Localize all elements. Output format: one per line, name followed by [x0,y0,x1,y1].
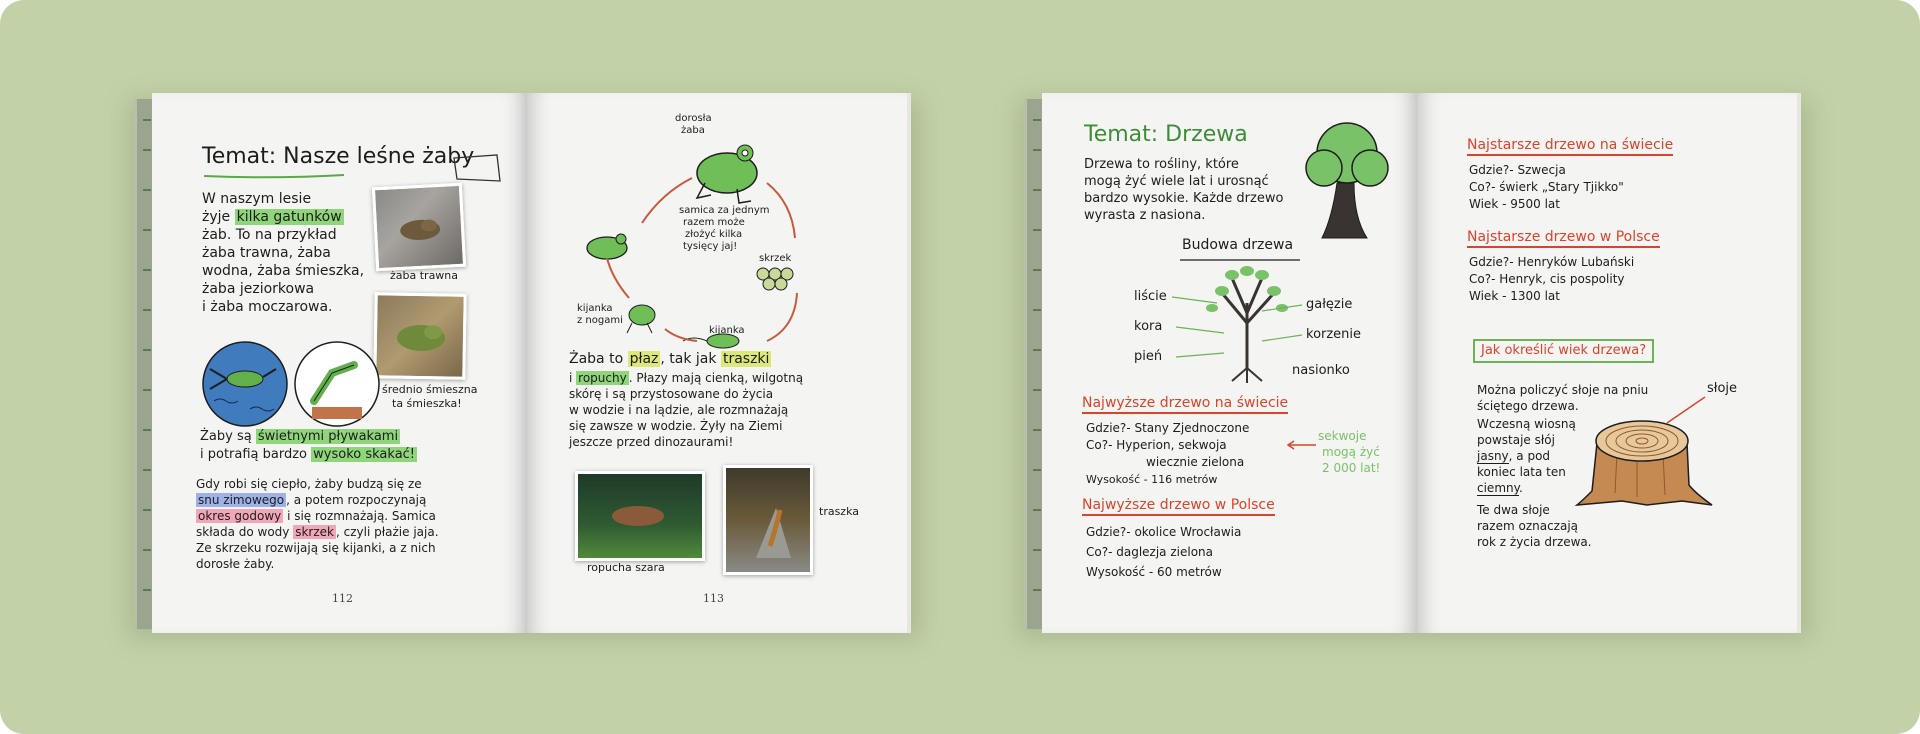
tree-icon [1302,113,1392,243]
label-leaves: liście [1134,289,1167,304]
oldest-poland-where: Gdzie?- Henryków Lubański [1469,255,1635,269]
swimming-frog-illustration [200,339,290,429]
photo-2-caption-2: ta śmieszka! [392,397,462,410]
rings-text-10: rok z życia drzewa. [1477,535,1592,549]
spring-line-3: okres godowy i się rozmnażają. Samica [198,509,436,523]
female-note-3: złożyć kilka [685,229,743,240]
tree-stump-illustration [1577,393,1717,513]
rings-text-1: Można policzyć słoje na pniu [1477,383,1649,397]
tadpole-legs-label-2: z nogami [577,315,623,326]
newt-caption: traszka [819,505,859,518]
intro-line-5: wodna, żaba śmieszka, [202,263,365,279]
sequoia-note-2: mogą żyć [1322,445,1380,459]
intro-line-7: i żaba moczarowa. [202,299,333,315]
frog-photo-subject [394,213,446,246]
spawn-eggs-icon [757,268,793,290]
swim-line-2: i potrafią bardzo wysoko skakać! [200,447,416,462]
amphibian-line-6: jeszcze przed dinozaurami! [569,435,734,449]
swim-line-1: Żaby są świetnymi pływakami [200,429,399,444]
page-number-112: 112 [332,592,353,605]
rings-text-4: powstaje słój [1477,433,1555,447]
rings-text-6: koniec lata ten [1477,465,1566,479]
cycle-adult-label-2: żaba [681,125,705,136]
spring-line-6: dorosłe żaby. [196,557,275,571]
spring-line-4: składa do wody skrzek , czyli płażie jaja. [196,525,439,539]
tallest-poland-what: Co?- daglezja zielona [1086,545,1213,559]
intro-line-3: żab. To na przykład [202,227,337,243]
book-frogs [134,93,914,633]
newt-photo-subject [746,498,796,568]
rings-label: słoje [1707,381,1738,396]
tallest-world-where: Gdzie?- Stany Zjednoczone [1086,421,1250,435]
rings-text-5: jasny, a pod [1477,449,1551,463]
label-branches: gałęzie [1306,297,1353,312]
amphibian-line-2: i ropuchy . Płazy mają cienką, wilgotną [569,371,804,385]
sequoia-note-3: 2 000 lat! [1322,461,1381,475]
spawn-label: skrzek [759,253,792,264]
tallest-poland-where: Gdzie?- okolice Wrocławia [1086,525,1242,539]
rings-text-7: ciemny. [1477,481,1523,495]
oldest-poland-age: Wiek - 1300 lat [1469,289,1560,303]
tadpole-legs-label-1: kijanka [577,303,613,314]
frog-photo-1 [372,183,466,272]
tallest-poland-height: Wysokość - 60 metrów [1086,565,1222,579]
title-underline [204,173,344,179]
female-note-1: samica za jednym [679,205,770,216]
oldest-world-where: Gdzie?- Szwecja [1469,163,1566,177]
trees-intro-4: wyrasta z nasiona. [1084,208,1206,223]
amphibian-line-4: w wodzie i na lądzie, ale rozmnażają [569,403,789,417]
tallest-world-what-2: wiecznie zielona [1146,455,1245,469]
rings-text-9: razem oznaczają [1477,519,1579,533]
toad-photo [575,471,705,561]
cycle-adult-label-1: dorosła [675,113,712,124]
tape-sketch [452,153,502,183]
page-title: Temat: Drzewa [1084,122,1248,147]
spring-line-1: Gdy robi się ciepło, żaby budzą się ze [196,477,422,491]
newt-photo [723,465,813,575]
trees-intro-3: bardzo wysokie. Każde drzewo [1084,191,1284,206]
tallest-poland-heading: Najwyższe drzewo w Polsce [1082,497,1275,515]
page-trees-left [1042,93,1417,633]
tallest-world-what-1: Co?- Hyperion, sekwoja [1086,438,1227,452]
page-title: Temat: Nasze leśne żaby [202,144,475,169]
label-leader-lines [1162,293,1332,373]
book-trees [1024,93,1804,633]
rings-text-3: Wczesną wiosną [1477,417,1576,431]
tallest-world-height: Wysokość - 116 metrów [1086,473,1218,486]
tadpole-label: kijanka [709,325,745,336]
tallest-world-heading: Najwyższe drzewo na świecie [1082,395,1288,413]
oldest-poland-heading: Najstarsze drzewo w Polsce [1467,229,1660,247]
oldest-poland-what: Co?- Henryk, cis pospolity [1469,272,1625,286]
page-trees-right [1417,93,1801,633]
oldest-world-what: Co?- świerk „Stary Tjikko" [1469,180,1624,194]
rings-text-8: Te dwa słoje [1477,503,1550,517]
label-seed: nasionko [1292,363,1350,378]
arrow-icon [1286,441,1316,449]
intro-line-4: żaba trawna, żaba [202,245,331,261]
label-bark: kora [1134,319,1163,334]
trees-intro-1: Drzewa to rośliny, które [1084,157,1239,172]
label-roots: korzenie [1306,327,1362,342]
page-112 [152,93,527,633]
intro-line-6: żaba jeziorkowa [202,281,315,297]
amphibian-line-3: skórę i są przystosowane do życia [569,387,774,401]
page-113 [527,93,911,633]
oldest-world-age: Wiek - 9500 lat [1469,197,1560,211]
page-number-113: 113 [703,592,724,605]
photo-1-caption: żaba trawna [390,269,459,282]
frog-photo-2 [373,292,466,380]
structure-title: Budowa drzewa [1182,237,1294,253]
age-question-box: Jak określić wiek drzewa? [1473,339,1654,363]
toad-caption: ropucha szara [587,561,665,574]
label-trunk: pień [1134,349,1163,364]
rings-text-2: ściętego drzewa. [1477,399,1579,413]
jumping-frog-illustration [292,339,382,429]
frog-photo-subject [391,315,452,356]
photo-2-caption-1: średnio śmieszna [382,383,478,396]
female-note-2: razem może [683,217,745,228]
amphibian-line-1: Żaba to płaz , tak jak traszki [569,351,770,367]
spring-line-2: snu zimowego , a potem rozpoczynają [198,493,427,507]
trees-intro-2: mogą żyć wiele lat i urosnąć [1084,174,1269,189]
toad-photo-subject [608,500,668,530]
intro-line-2: żyje kilka gatunków [202,209,342,225]
oldest-world-heading: Najstarsze drzewo na świecie [1467,137,1673,155]
intro-line-1: W naszym lesie [202,191,312,207]
sequoia-note-1: sekwoje [1318,429,1367,443]
amphibian-line-5: się zawsze w wodzie. Żyły na Ziemi [569,419,783,433]
female-note-4: tysięcy jaj! [683,241,738,252]
spring-line-5: Ze skrzeku rozwijają się kijanki, a z nich [196,541,436,555]
